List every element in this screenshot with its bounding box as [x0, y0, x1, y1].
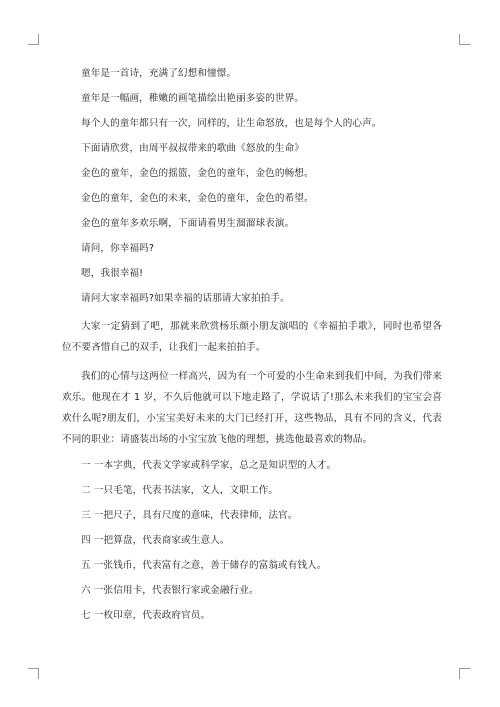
- paragraph: 童年是一首诗，充满了幻想和憧憬。: [81, 68, 237, 79]
- paragraph: 金色的童年，金色的摇篮，金色的童年，金色的畅想。: [81, 168, 314, 179]
- paragraph: 嗯，我很幸福!: [81, 268, 144, 279]
- crop-mark-bottom-right: [459, 668, 470, 679]
- paragraph: 下面请欣赏，由周平叔叔带来的歌曲《怒放的生命》: [81, 143, 304, 154]
- list-item: 五 一张钱币，代表富有之意，善于储存的富翁或有钱人。: [81, 560, 327, 571]
- document-body: [62, 66, 442, 633]
- crop-mark-top-left: [28, 34, 39, 45]
- paragraph: 我们的心情与这两位一样高兴，因为有一个可爱的小生命来到我们中间，为我们带来欢乐。他现在才 1 岁，不久后他就可以下地走路了，学说话了!那么未来我们的宝宝会喜欢什么呢?朋友们，小宝宝美好未来的大门已经打开，这些物品，具有不同的含义，代表不同的职业：请盛装出场的小宝宝放飞他的理想，挑选他最喜欢的物品。: [62, 371, 442, 445]
- crop-mark-bottom-left: [28, 668, 39, 679]
- paragraph: 金色的童年多欢乐啊，下面请看男生溜溜球表演。: [81, 218, 295, 229]
- list-item: 三 一把尺子，具有尺度的意味，代表律师，法官。: [81, 510, 298, 521]
- paragraph: 请问，你幸福吗?: [81, 243, 155, 254]
- paragraph: 每个人的童年都只有一次，同样的，让生命怒放，也是每个人的心声。: [81, 118, 382, 129]
- paragraph: 大家一定猜到了吧，那就来欣赏杨乐颜小朋友演唱的《幸福拍手歌》，同时也希望各位不要吝惜自己的双手，让我们一起来拍拍手。: [62, 321, 442, 353]
- paragraph: 请问大家幸福吗?如果幸福的话那请大家拍拍手。: [81, 293, 290, 304]
- list-item: 四 一把算盘，代表商家或生意人。: [81, 535, 230, 546]
- paragraph: 童年是一幅画，稚嫩的画笔描绘出艳丽多姿的世界。: [81, 93, 304, 104]
- crop-mark-top-right: [459, 34, 470, 45]
- paragraph: 金色的童年，金色的未来，金色的童年，金色的希望。: [81, 193, 314, 204]
- list-item: 二 一只毛笔，代表书法家，文人，文职工作。: [81, 485, 279, 496]
- list-item: 七 一枚印章，代表政府官员。: [81, 610, 211, 621]
- list-item: 六 一张信用卡，代表银行家或金融行业。: [81, 585, 259, 596]
- list-item: 一 一本字典，代表文学家或科学家，总之是知识型的人才。: [81, 460, 337, 471]
